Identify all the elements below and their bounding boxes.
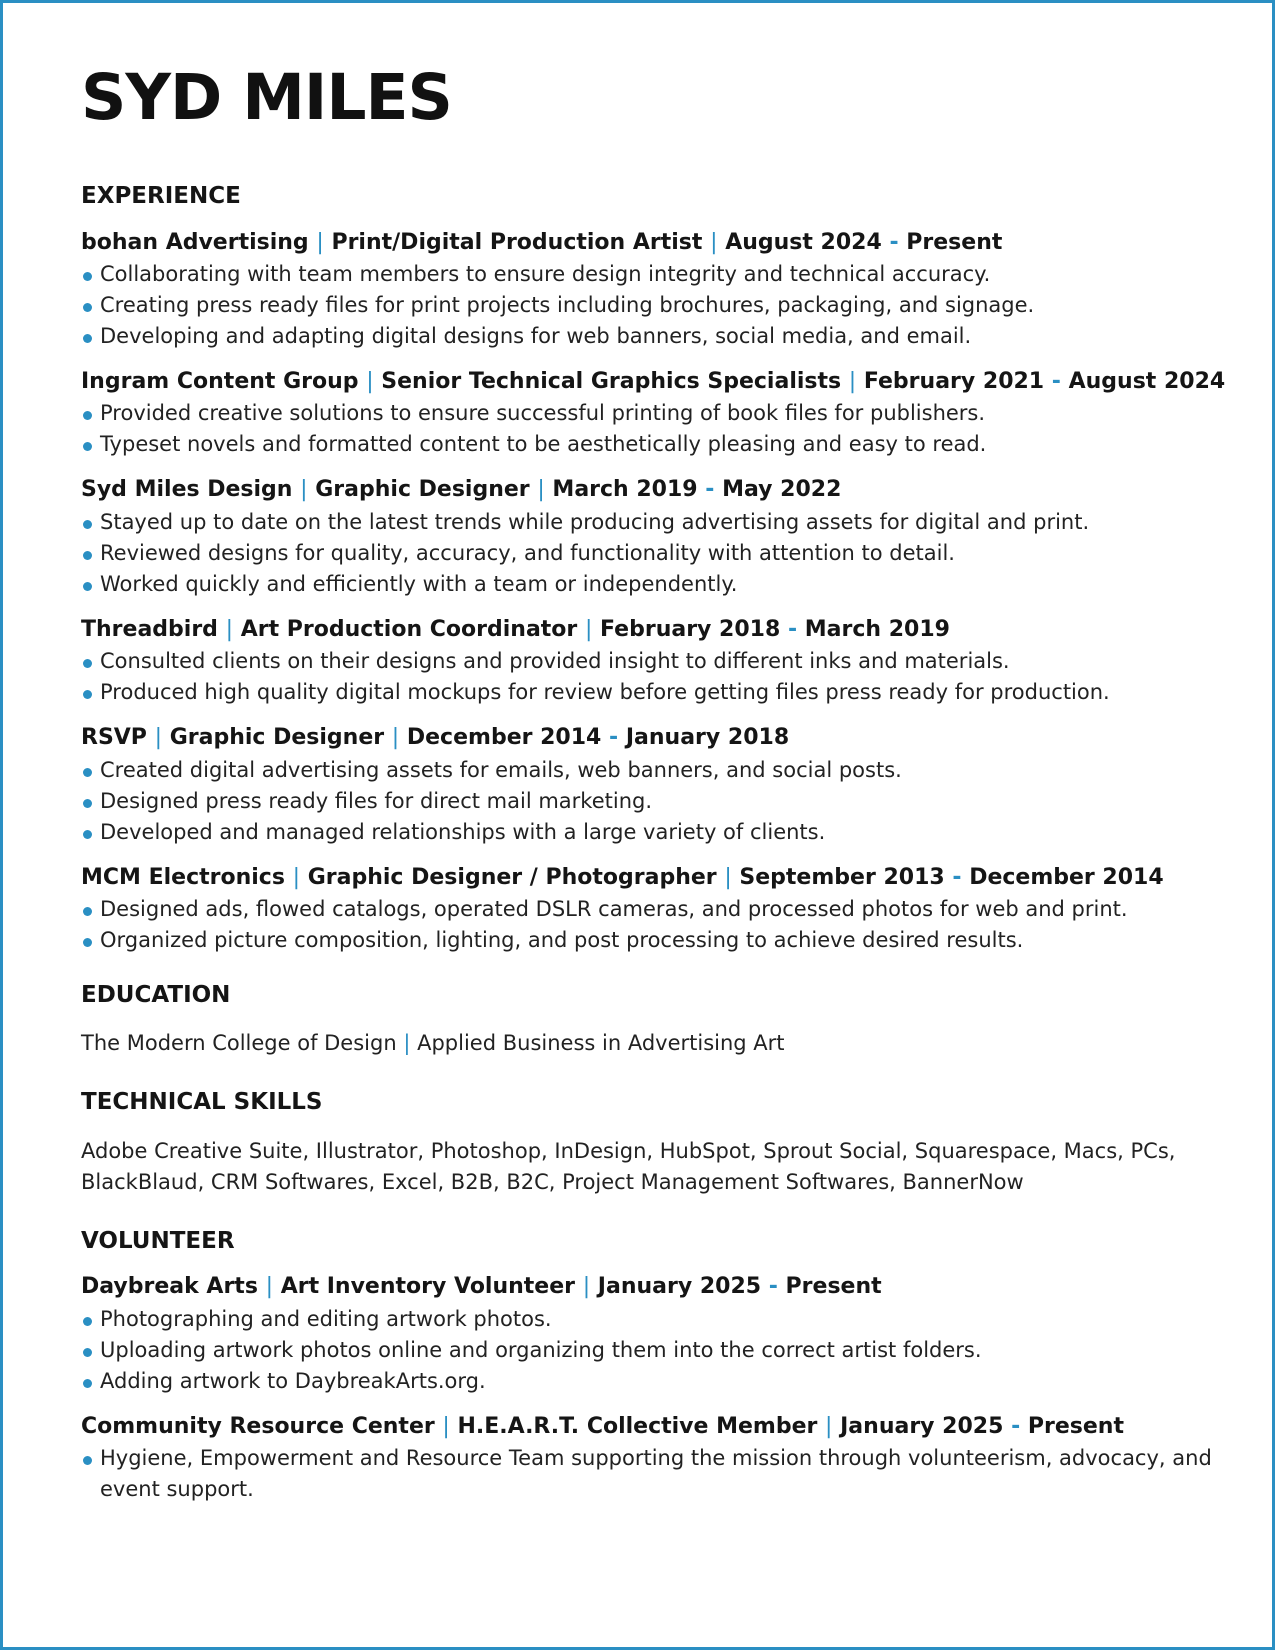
bullet-list: [81, 507, 1212, 600]
bullet-list: [81, 1304, 1212, 1397]
bullet-item: [81, 817, 1212, 848]
bullet-dot-icon: [83, 830, 92, 839]
separator: |: [366, 368, 374, 394]
bullet-text: Developing and adapting digital designs for web banners, social media, and email.: [100, 323, 972, 348]
separator: |: [154, 725, 163, 751]
bullet-text: Uploading artwork photos online and organizing them into the correct artist folders.: [100, 1337, 982, 1362]
experience-list: [81, 229, 1226, 956]
job-role: Graphic Designer / Photographer: [307, 864, 717, 890]
job-entry: [81, 1274, 1212, 1396]
bullet-dot-icon: [83, 1379, 92, 1388]
bullet-text: Adding artwork to DaybreakArts.org.: [100, 1368, 486, 1393]
bullet-text: Designed press ready files for direct mail marketing.: [100, 788, 653, 813]
volunteer-title: VOLUNTEER: [81, 1227, 235, 1254]
date-dash: -: [1051, 368, 1061, 394]
bullet-item: [81, 1304, 1212, 1335]
job-company: Community Resource Center: [81, 1413, 435, 1439]
job-header: [81, 1414, 1212, 1440]
bullet-text: Photographing and editing artwork photos.: [100, 1306, 552, 1331]
bullet-item: [81, 569, 1212, 600]
bullet-item: [81, 755, 1212, 786]
job-company: Ingram Content Group: [81, 368, 359, 394]
bullet-dot-icon: [83, 690, 92, 699]
job-company: bohan Advertising: [81, 229, 309, 255]
separator: |: [292, 864, 301, 890]
separator: |: [225, 616, 234, 642]
date-dash: -: [889, 229, 899, 255]
job-role: Art Inventory Volunteer: [280, 1274, 576, 1300]
separator: |: [537, 477, 545, 503]
job-header: [81, 865, 1212, 891]
bullet-dot-icon: [83, 907, 92, 916]
bullet-list: [81, 755, 1212, 848]
job-entry: [81, 368, 1226, 460]
bullet-item: [81, 321, 1212, 352]
job-end-date: May 2022: [722, 477, 842, 503]
bullet-item: [81, 1443, 1212, 1505]
bullet-dot-icon: [83, 938, 92, 947]
job-header: [81, 1274, 1212, 1300]
bullet-dot-icon: [83, 799, 92, 808]
job-header: [81, 617, 1212, 643]
bullet-dot-icon: [83, 659, 92, 668]
bullet-item: [81, 894, 1212, 925]
job-start-date: January 2025: [840, 1413, 1004, 1439]
bullet-text: Reviewed designs for quality, accuracy, and functionality with attention to detail.: [100, 540, 955, 565]
job-header: [81, 368, 1226, 395]
job-end-date: January 2018: [625, 725, 790, 751]
job-company: Syd Miles Design: [81, 477, 293, 503]
job-start-date: September 2013: [739, 864, 945, 890]
skills-section: [81, 1089, 1212, 1197]
job-end-date: Present: [906, 229, 1003, 255]
bullet-list: [81, 894, 1212, 956]
bullet-dot-icon: [83, 768, 92, 777]
job-start-date: August 2024: [725, 229, 882, 255]
job-end-date: August 2024: [1068, 368, 1226, 394]
bullet-item: [81, 538, 1212, 569]
bullet-item: [81, 1366, 1212, 1397]
separator: |: [582, 1274, 591, 1300]
bullet-text: Organized picture composition, lighting, and post processing to achieve desired results.: [100, 927, 1024, 952]
job-company: MCM Electronics: [81, 864, 285, 890]
bullet-text: Typeset novels and formatted content to be aesthetically pleasing and easy to read.: [100, 432, 987, 457]
job-entry: [81, 477, 1212, 599]
job-entry: [81, 1414, 1212, 1505]
education-section: [81, 982, 1212, 1059]
job-end-date: March 2019: [804, 616, 950, 642]
resume-name: SYD MILES: [81, 61, 452, 134]
bullet-text: Developed and managed relationships with a large variety of clients.: [100, 819, 826, 844]
date-dash: -: [1011, 1413, 1021, 1439]
separator: |: [391, 725, 400, 751]
bullet-item: [81, 259, 1212, 290]
separator: |: [724, 864, 732, 890]
bullet-dot-icon: [83, 411, 92, 420]
job-role: Print/Digital Production Artist: [331, 229, 703, 255]
bullet-dot-icon: [83, 272, 92, 281]
job-role: Art Production Coordinator: [240, 616, 578, 642]
bullet-text: Produced high quality digital mockups for review before getting files press ready for production.: [100, 680, 1110, 705]
bullet-text: Designed ads, flowed catalogs, operated DSLR cameras, and processed photos for web and print.: [100, 896, 1128, 921]
education-entry: [81, 1028, 1212, 1059]
separator: |: [710, 229, 718, 255]
bullet-list: [81, 398, 1212, 460]
job-company: RSVP: [81, 725, 147, 751]
bullet-list: [81, 646, 1212, 708]
experience-section: [81, 183, 1226, 956]
bullet-text: Creating press ready files for print projects including brochures, packaging, and signage.: [100, 292, 1035, 317]
separator: |: [300, 477, 308, 503]
date-dash: -: [609, 725, 619, 751]
bullet-item: [81, 786, 1212, 817]
bullet-dot-icon: [83, 1317, 92, 1326]
separator: |: [442, 1413, 450, 1439]
job-company: Threadbird: [81, 616, 218, 642]
education-degree: Applied Business in Advertising Art: [417, 1031, 785, 1056]
job-start-date: March 2019: [552, 477, 698, 503]
job-role: Graphic Designer: [315, 477, 530, 503]
bullet-text: Created digital advertising assets for emails, web banners, and social posts.: [100, 757, 902, 782]
job-end-date: Present: [785, 1274, 882, 1300]
bullet-dot-icon: [83, 303, 92, 312]
bullet-text: Hygiene, Empowerment and Resource Team supporting the mission through volunteerism, advocacy, and event support.: [100, 1446, 1212, 1502]
job-start-date: February 2021: [863, 368, 1045, 394]
bullet-item: [81, 429, 1212, 460]
separator: |: [316, 229, 324, 255]
job-header: [81, 230, 1212, 256]
date-dash: -: [787, 616, 798, 642]
job-start-date: December 2014: [406, 725, 602, 751]
bullet-dot-icon: [83, 1348, 92, 1357]
separator: |: [584, 616, 593, 642]
bullet-dot-icon: [83, 520, 92, 529]
education-title: EDUCATION: [81, 981, 231, 1008]
date-dash: -: [705, 477, 715, 503]
date-dash: -: [952, 864, 962, 890]
date-dash: -: [768, 1274, 778, 1300]
bullet-text: Provided creative solutions to ensure successful printing of book files for publishers.: [100, 401, 986, 426]
bullet-item: [81, 507, 1212, 538]
job-end-date: December 2014: [969, 864, 1164, 890]
bullet-item: [81, 925, 1212, 956]
bullet-item: [81, 677, 1212, 708]
job-start-date: February 2018: [600, 616, 781, 642]
bullet-text: Worked quickly and efficiently with a team or independently.: [100, 571, 738, 596]
bullet-item: [81, 1335, 1212, 1366]
bullet-dot-icon: [83, 442, 92, 451]
skills-title: TECHNICAL SKILLS: [81, 1089, 323, 1116]
bullet-item: [81, 290, 1212, 321]
education-school: The Modern College of Design: [81, 1031, 397, 1056]
separator: |: [825, 1413, 833, 1439]
separator: |: [265, 1274, 274, 1300]
job-role: Senior Technical Graphics Specialists: [381, 368, 842, 394]
experience-title: EXPERIENCE: [81, 183, 241, 210]
job-entry: [81, 230, 1212, 352]
bullet-text: Stayed up to date on the latest trends while producing advertising assets for digital and print.: [100, 509, 1090, 534]
job-header: [81, 725, 1212, 751]
bullet-item: [81, 646, 1212, 677]
bullet-dot-icon: [83, 551, 92, 560]
job-entry: [81, 617, 1212, 708]
bullet-list: [81, 1443, 1212, 1505]
bullet-dot-icon: [83, 1456, 92, 1465]
job-role: Graphic Designer: [169, 725, 385, 751]
job-entry: [81, 725, 1212, 847]
separator: |: [403, 1031, 411, 1056]
bullet-text: Consulted clients on their designs and provided insight to different inks and materials.: [100, 649, 1010, 674]
bullet-list: [81, 259, 1212, 352]
job-header: [81, 477, 1212, 503]
volunteer-section: [81, 1228, 1212, 1505]
bullet-text: Collaborating with team members to ensure design integrity and technical accuracy.: [100, 261, 991, 286]
skills-text: Adobe Creative Suite, Illustrator, Photoshop, InDesign, HubSpot, Sprout Social, Squarespace, Macs, PCs, BlackBlaud, CRM Softwares, Excel, B2B, B2C, Project Management Softwares, BannerNow: [81, 1138, 1176, 1194]
separator: |: [848, 368, 857, 394]
bullet-dot-icon: [83, 334, 92, 343]
job-role: H.E.A.R.T. Collective Member: [457, 1413, 818, 1439]
job-end-date: Present: [1027, 1413, 1124, 1439]
bullet-item: [81, 398, 1212, 429]
job-start-date: January 2025: [597, 1274, 762, 1300]
bullet-dot-icon: [83, 582, 92, 591]
job-entry: [81, 865, 1212, 956]
job-company: Daybreak Arts: [81, 1274, 258, 1300]
volunteer-list: [81, 1274, 1212, 1505]
